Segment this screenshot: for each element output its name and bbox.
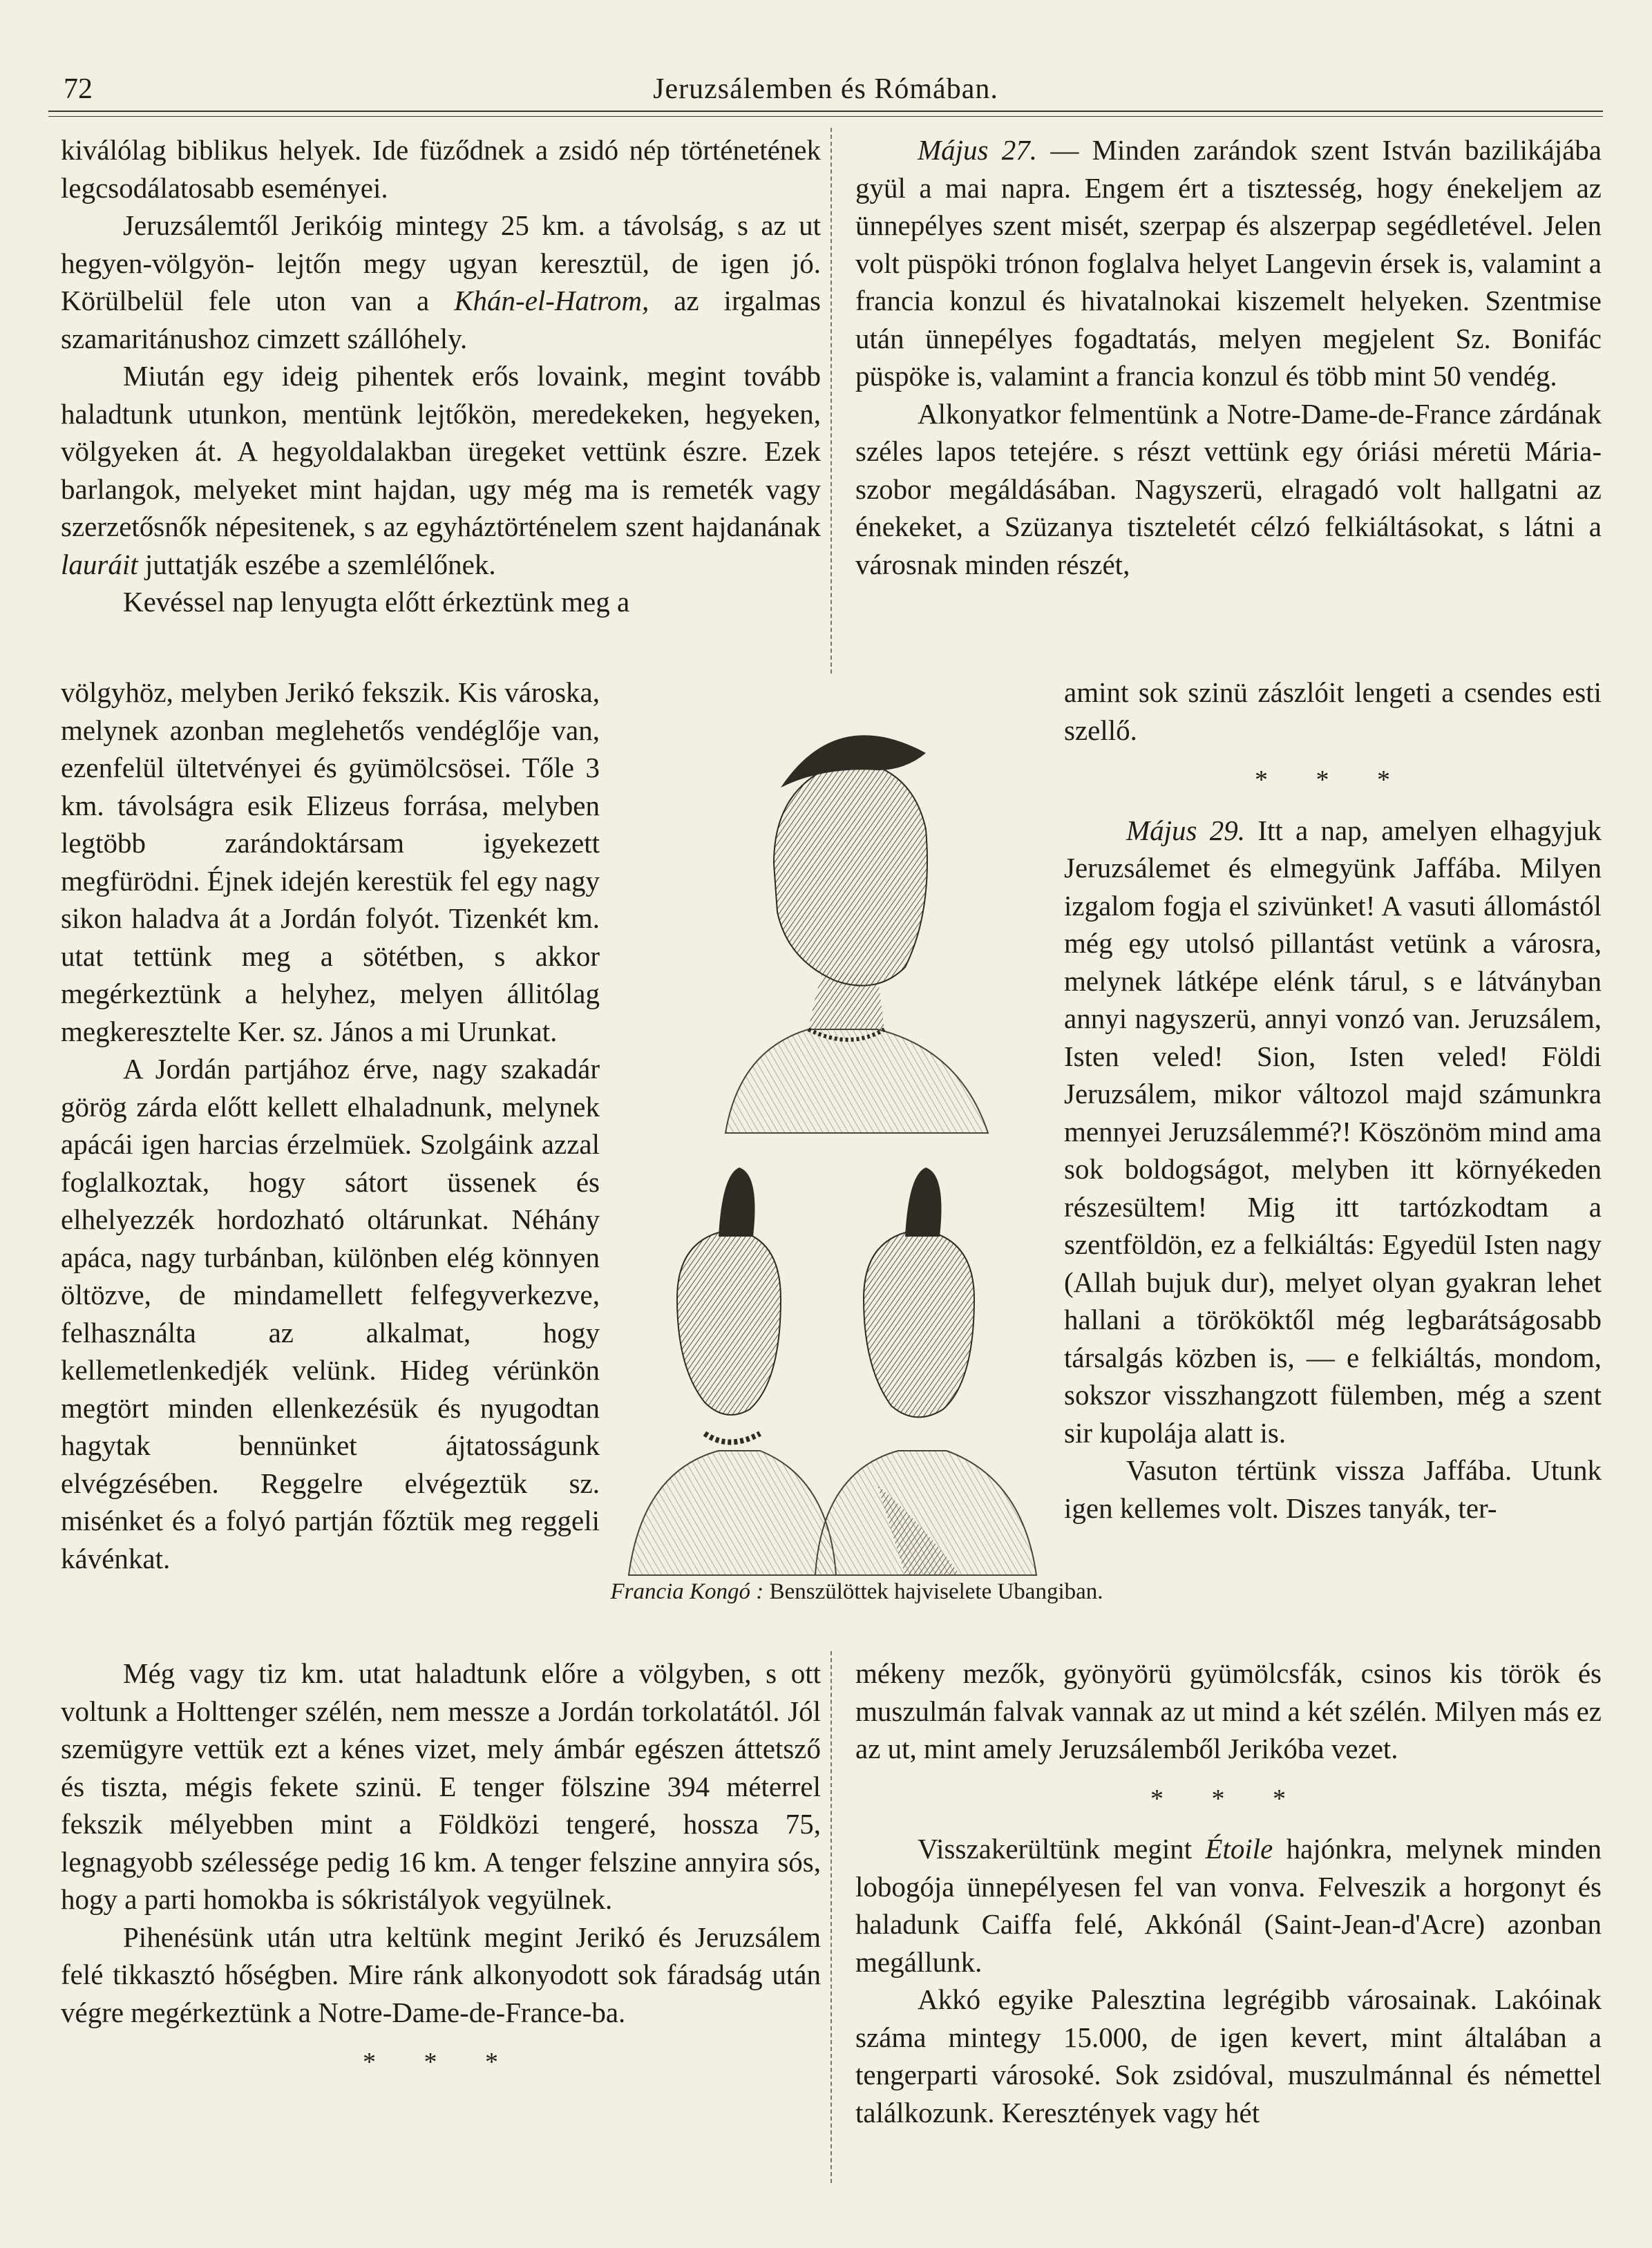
place-name: Khán-el-Hatrom, [454, 285, 649, 316]
paragraph: kiválólag biblikus helyek. Ide füződnek a zsidó nép történetének legcsodálatosabb eseményei. [61, 134, 821, 204]
paragraph: Alkonyatkor felmentünk a Notre-Dame-de-France zárdának széles lapos tetejére. s részt vettünk egy óriási méretü Mária-szobor megáldásában. Nagyszerü, elragadó volt hallgatni az énekeket, a Szüzanya tiszteletét célzó felkiáltásokat, s látni a városnak minden részét, [855, 397, 1602, 580]
paragraph: Május 29. Itt a nap, amelyen elhagyjuk Jeruzsálemet és elmegyünk Jaffába. Milyen izgalom fogja el szivünket! A vasuti állomástól még egy utolsó pillantást vetünk a városra, melynek látképe elénk tárul, s e látványban annyi nagyszerü, annyi vonzó van. Jeruzsálem, Isten veled! Sion, Isten veled! Földi Jeruzsálem, mikor változol majd számunkra mennyei Jeruzsálemmé?! Köszönöm mind ama sok boldogságot, melyben itt környékeden részesültem! Mig itt tartózkodtam a szentföldön, ez a felkiáltás: Egyedül Isten nagy (Allah bujuk dur), melyet olyan gyakran lehet hallani a törököktől még legbarátságosabb társalgás közben is, — e felkiáltás, mondom, sokszor visszhangzott fülemben, még a szent sir kupolája alatt is. [1064, 814, 1602, 1449]
paragraph: Kevéssel nap lenyugta előtt érkeztünk meg a [123, 586, 630, 618]
section-separator: * * * [1150, 1784, 1307, 1813]
paragraph: Akkó egyike Palesztina legrégibb városainak. Lakóinak száma mintegy 15.000, de igen kevert, mint általában a tengerparti városoké. Sok zsidóval, muszulmánnal és némettel találkozunk. Keresztények vagy hét [855, 1983, 1602, 2128]
section-separator: * * * [1255, 765, 1411, 794]
paragraph: mékeny mezők, gyönyörü gyümölcsfák, csinos kis török és muszulmán falvak vannak az ut mind a két szélén. Milyen más ez az ut, mint amely Jeruzsálemből Jerikóba vezet. [855, 1657, 1602, 1764]
paragraph: Még vagy tiz km. utat haladtunk előre a völgyben, s ott voltunk a Holttenger szélén, nem messze a Jordán torkolatától. Jól szemügyre vettük ezt a kénes vizet, mely ámbár egészen áttetsző és tiszta, mégis fekete szinü. E tenger fölszine 394 méterrel fekszik mélyebben mint a Földközi tengeré, hossza 75, legnagyobb szélessége pedig 16 km. A tenger felszine annyira sós, hogy a parti homokba is sókristályok vegyülnek. [61, 1657, 821, 1915]
page-number: 72 [64, 73, 93, 105]
left-column-middle [61, 674, 600, 1577]
paragraph: Miután egy ideig pihentek erős lovaink, megint tovább haladtunk utunkon, mentünk lejtőkön, meredekeken, hegyeken, völgyeken át. A hegyoldalakban üregeket vettünk észre. Ezek barlangok, melyeket mint hajdan, ugy még ma is remeték vagy szerzetősnők népesitenek, s az egyháztörténelem szent hajdanának lauráit juttatják eszébe a szemlélőnek. [61, 360, 821, 580]
right-column-middle [1064, 674, 1602, 1527]
header-rule [48, 111, 1603, 112]
paragraph: völgyhöz, melyben Jerikó fekszik. Kis városka, melynek azonban meglehetős vendéglője van, ezenfelül ültetvényei és gyümölcsösei. Tőle 3 km. távolságra esik Elizeus forrása, melyben legtöbb zarándoktársam igyekezett megfürödni. Éjnek idején kerestük fel egy nagy sikon haladva át a Jordán folyót. Tizenkét km. utat tettünk meg a sötétben, s akkor megérkeztünk a helyhez, melyen állitólag megkeresztelte Ker. sz. János a mi Urunkat. [61, 676, 600, 1047]
right-column-bottom [855, 1655, 1602, 2131]
date-heading: Május 29. [1126, 814, 1246, 846]
paragraph: Visszakerültünk megint Étoile hajónkra, melynek minden lobogója ünnepélyesen fel van vonva. Felveszik a horgonyt és haladunk Caiffa felé, Akkónál (Saint-Jean-d'Acre) azonban megállunk. [855, 1833, 1602, 1978]
paragraph: Május 27. — Minden zarándok szent István bazilikájába gyül a mai napra. Engem ért a tisztesség, hogy énekeljem az ünnepélyes szent misét, szerpap és alszerpap segédletével. Jelen volt püspöki trónon foglalva helyet Langevin érsek is, valamint a francia konzul és hivatalnokai kiszemelt helyeken. Szentmise után ünnepélyes fogadtatás, melyen megjelent Sz. Bonifác püspöke is, valamint a francia konzul és több mint 50 vendég. [855, 134, 1602, 392]
engraving-illustration [601, 705, 1064, 1603]
caption-text: Benszülöttek hajviselete Ubangiban. [769, 1579, 1103, 1604]
paragraph: Jeruzsálemtől Jerikóig mintegy 25 km. a távolság, s az ut hegyen-völgyön- lejtőn megy ugyan keresztül, de igen jó. Körülbelül fele uton van a Khán-el-Hatrom, az irgalmas szamaritánushoz cimzett szállóhely. [61, 209, 821, 354]
figure-caption [608, 1579, 1105, 1605]
caption-place: Francia Kongó : [610, 1579, 764, 1604]
paragraph: Pihenésünk után utra keltünk megint Jerikó és Jeruzsálem felé tikkasztó hőségben. Mire ránk alkonyodott sok fáradság után végre megérkeztünk a Notre-Dame-de-France-ba. [61, 1921, 821, 2028]
italic-term: lauráit [61, 548, 138, 580]
paragraph: A Jordán partjához érve, nagy szakadár görög zárda előtt kellett elhaladnunk, melynek apácái igen harcias érzelmüek. Szolgáink azzal foglalkoztak, hogy sátort üssenek és elhelyezzék hordozható oltárunkat. Néhány apáca, nagy turbánban, különben elég könnyen öltözve, de mindamellett felfegyverkezve, felhasználta az alkalmat, hogy kellemetlenkedjék velünk. Hideg vérünkön megtört minden ellenkezésük és nyugodtan hagytak bennünket ájtatosságunk elvégzésében. Reggelre elvégeztük sz. misénket és a folyó partján főztük meg reggeli kávénkat. [61, 1053, 600, 1574]
paragraph: amint sok szinü zászlóit lengeti a csendes esti szellő. [1064, 676, 1602, 746]
right-column-top [855, 131, 1602, 583]
page-header [48, 73, 1603, 114]
paragraph: Vasuton tértünk vissza Jaffába. Utunk igen kellemes volt. Diszes tanyák, ter- [1064, 1454, 1602, 1524]
portrait-pair-icon [601, 1161, 1064, 1589]
date-heading: Május 27. [918, 134, 1038, 166]
running-title: Jeruzsálemben és Rómában. [653, 73, 998, 105]
section-separator: * * * [363, 2048, 519, 2077]
left-column-bottom [61, 1655, 821, 2094]
header-rule-thin [48, 116, 1603, 117]
column-divider-bottom [830, 1651, 832, 2183]
ship-name: Étoile [1205, 1833, 1273, 1865]
left-column-top [61, 131, 821, 621]
portrait-single-icon [601, 705, 1064, 1147]
column-divider-top [830, 128, 832, 674]
